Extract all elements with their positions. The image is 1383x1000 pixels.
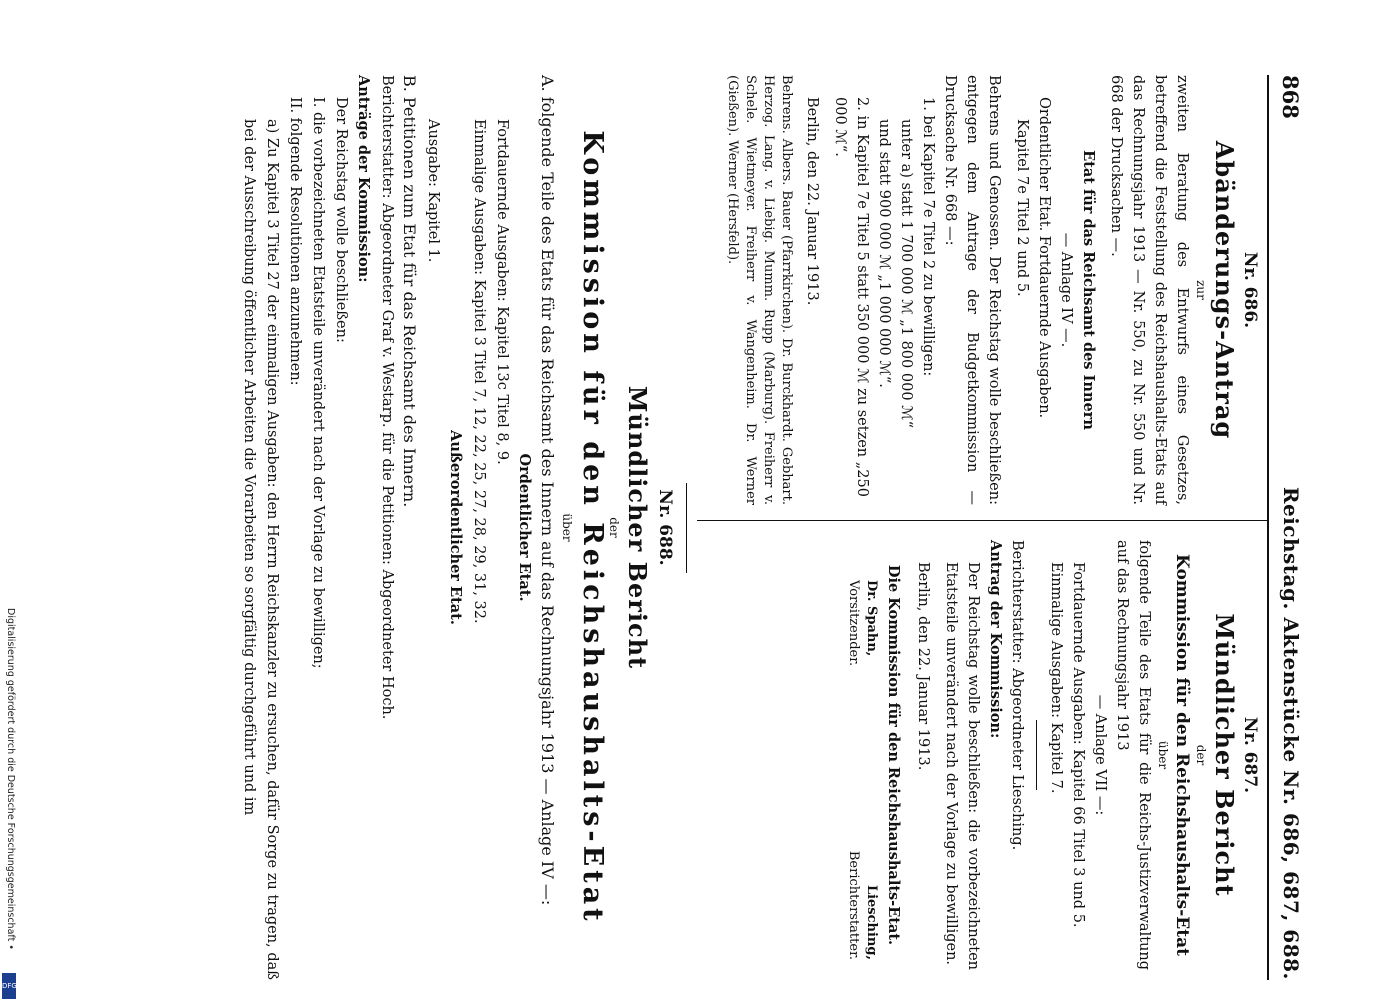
- doc-intro: zweiten Beratung des Entwurfs eines Gesetzes, betreffend die Feststellung des Reichshaushalts-Etats auf das Rechnungsjahr 1913 — Nr. 550, zu Nr. 550 und Nr. 668 der Drucksachen —.: [1108, 75, 1190, 505]
- page-header: [1267, 75, 1309, 980]
- doc-date: Berlin, den 22. Januar 1913.: [915, 562, 931, 771]
- page-number: 868: [1278, 75, 1303, 119]
- doc-number: Nr. 686.: [1240, 251, 1260, 329]
- resolution-i: I. die vorbezeichneten Etatsteile unverändert nach der Vorlage zu bewilligen;: [310, 97, 326, 669]
- doc-text: folgende Teile des Etats für die Reichs-Justizverwaltung auf das Rechnungsjahr 1913: [1114, 540, 1152, 970]
- doc-title: Mündlicher Bericht: [623, 385, 652, 670]
- item-1-b: und statt 900 000 ℳ „1 000 000 ℳ“.: [876, 119, 892, 388]
- chair-signature: [844, 580, 880, 666]
- document-688: [237, 75, 676, 980]
- two-column-area: [687, 75, 1267, 980]
- ordentlicher-label: Ordentlicher Etat.: [516, 453, 533, 602]
- signature-block: [838, 540, 882, 970]
- einmalige-label: Einmalige Ausgaben: Kapitel 3 Titel 7, 12, 22, 25, 27, 28, 29, 31, 32.: [471, 119, 487, 624]
- closing-line: Die Kommission für den Reichshaushalts-Etat.: [885, 564, 902, 946]
- antrag-label: Antrag der Kommission:: [987, 540, 1004, 739]
- separator: [1036, 720, 1037, 790]
- etat-title: Etat für das Reichsamt des Innern: [1080, 150, 1097, 430]
- column-divider: [697, 520, 1267, 521]
- berichterstatter: Berichterstatter: Abgeordneter Liesching.: [1009, 540, 1025, 851]
- berichterstatter: Berichterstatter: Abgeordneter Graf v. Westarp. für die Petitionen: Abgeordneter Hoch.: [379, 75, 395, 720]
- ausserordentlicher-label: Außerordentlicher Etat.: [447, 430, 464, 625]
- dfg-logo: DFG: [2, 973, 16, 999]
- chair-name: Dr. Spahn,: [864, 580, 879, 657]
- kommission-title: Kommission für den Reichshaushalts-Etat: [1172, 554, 1192, 956]
- der-label: der: [607, 517, 621, 538]
- page-body: [237, 75, 1309, 980]
- ausgabe-label: Ausgabe: Kapitel 1.: [425, 119, 441, 263]
- doc-title: Abänderungs-Antrag: [1210, 140, 1239, 440]
- part-b: B. Petitionen zum Etat für das Reichsamt des Innern.: [400, 75, 419, 508]
- signers: Behrens. Albers. Bauer (Pfarrkirchen). Dr. Burckhardt. Gebhart. Herzog. Lang. v. Liebig. Mumm. Rupp (Marburg). Freiherr v. Schele. Wietmeyer. Freiherr v. Wangenheim. Dr. Werner (Gießen). Werner (Hersfeld).: [725, 75, 794, 505]
- ueber-label: über: [1156, 740, 1170, 770]
- resolution-ii: II. folgende Resolutionen anzunehmen:: [287, 97, 303, 386]
- kapitel-label: Kapitel 7e Titel 2 und 5.: [1014, 119, 1030, 297]
- item-1-a: unter a) statt 1 700 000 ℳ „1 800 000 ℳ“: [898, 119, 914, 429]
- doc-title: Mündlicher Bericht: [1210, 613, 1239, 897]
- chair-role: Vorsitzender.: [846, 580, 861, 667]
- antraege-label: Anträge der Kommission:: [355, 75, 372, 283]
- antraege-text: Der Reichstag wolle beschließen:: [333, 97, 349, 343]
- item-1: 1. bei Kapitel 7e Titel 2 zu bewilligen:: [920, 97, 936, 377]
- doc-number: Nr. 687.: [1240, 716, 1260, 794]
- doc-date: Berlin, den 22. Januar 1913.: [804, 97, 820, 306]
- kommission-title: Kommission für den Reichshaushalts-Etat: [577, 130, 608, 925]
- credit-text: Digitalisierung gefördert durch die Deutsche Forschungsgemeinschaft •: [5, 608, 16, 950]
- digitization-credit: [2, 8, 18, 1000]
- der-label: der: [1194, 744, 1208, 766]
- antrag-text: Der Reichstag wolle beschließen: die vorbezeichneten Etatsteile unverändert nach der Vorlage zu bewilligen.: [943, 562, 981, 970]
- part-a: A. folgende Teile des Etats für das Reichsamt des Innern auf das Rechnungsjahr 1913 — Anlage IV —:: [538, 75, 557, 906]
- document-687: [838, 540, 1267, 970]
- doc-number: Nr. 688.: [655, 489, 675, 566]
- einmalige-label: Einmalige Ausgaben: Kapitel 7.: [1048, 562, 1064, 794]
- reporter-role: Berichterstatter.: [846, 850, 861, 960]
- document-686: [723, 75, 1267, 505]
- fortdauernde-label: Fortdauernde Ausgaben: Kapitel 13c Titel 8, 9.: [494, 119, 510, 465]
- item-2: 2. in Kapitel 7e Titel 5 statt 350 000 ℳ zu setzen „250 000 ℳ“.: [832, 97, 870, 497]
- fortdauernde-label: Fortdauernde Ausgaben: Kapitel 66 Titel 3 und 5.: [1070, 562, 1086, 928]
- ueber-label: über: [560, 513, 574, 542]
- reporter-signature: [844, 851, 880, 960]
- resolution-a: a) Zu Kapitel 3 Titel 27 der einmaligen Ausgaben: den Herrn Reichskanzler zu ersuchen, dafür Sorge zu tragen, daß bei der Ausschreibung öffentlicher Arbeiten die Vorarbeiten so sorgfältig durchgeführt und im: [241, 119, 280, 980]
- reporter-name: Liesching,: [864, 884, 879, 960]
- zur-label: zur: [1194, 280, 1208, 300]
- ordentlicher-label: Ordentlicher Etat. Fortdauernde Ausgaben.: [1036, 97, 1052, 419]
- running-title: Reichstag. Aktenstücke Nr. 686, 687, 688.: [1279, 486, 1303, 980]
- anlage-label: — Anlage VII —:: [1092, 694, 1108, 816]
- anlage-label: — Anlage IV —.: [1058, 232, 1074, 348]
- antrag-text: Behrens und Genossen. Der Reichstag wolle beschließen: entgegen dem Antrage der Budgetkommission — Drucksache Nr. 668 —:: [942, 75, 1002, 505]
